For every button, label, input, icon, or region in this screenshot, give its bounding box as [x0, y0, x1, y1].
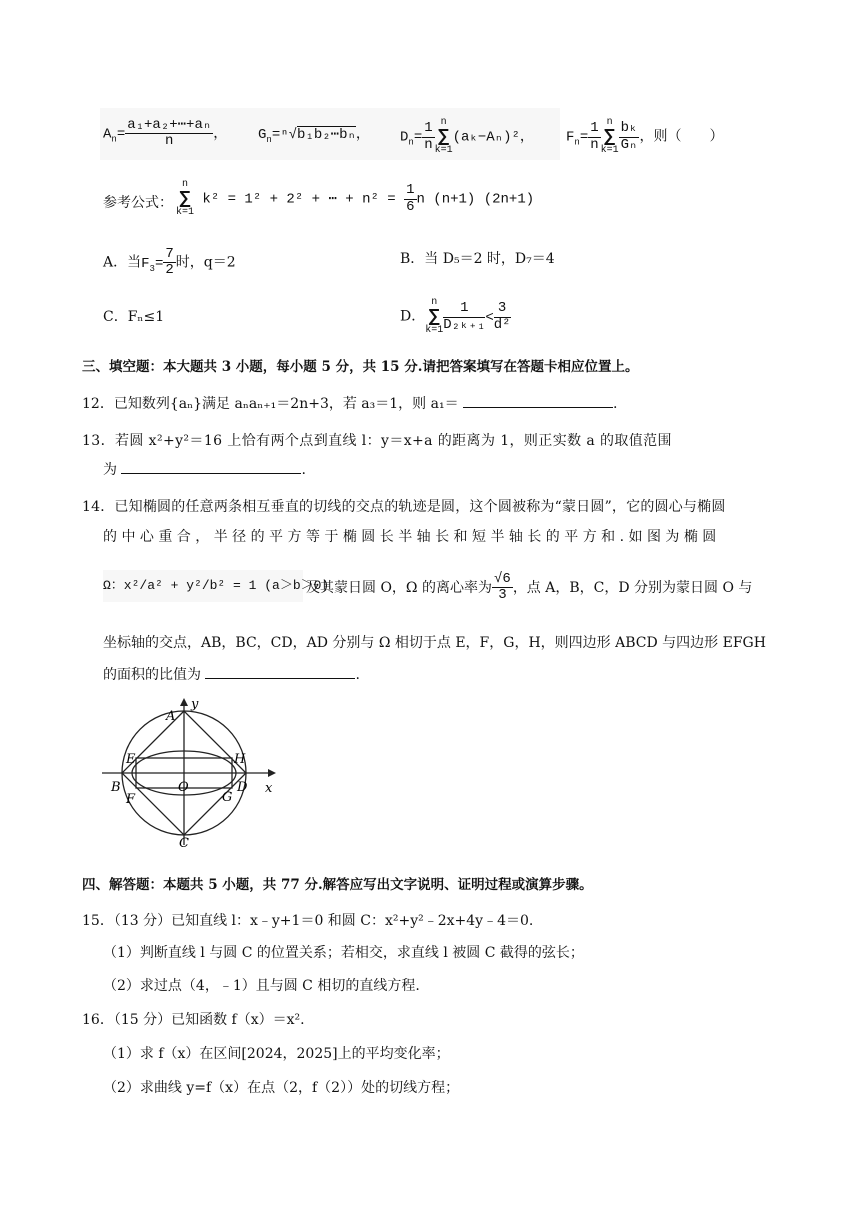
reference-formula: n ∑ k=1 k² = 1² + 2² + ⋯ + n² = $\frac{1}{6}$ n (n+1) (2n+1)	[176, 179, 535, 218]
question-13-line1: 13．若圆 x²+y²＝16 上恰有两个点到直线 l：y＝x+a 的距离为 1，则正实数 a 的取值范围	[82, 433, 672, 449]
option-a-suffix: 时，q＝2	[175, 254, 236, 271]
label-C: C	[179, 836, 189, 851]
sum-upper: n	[182, 179, 189, 190]
Gn-symbol: G	[258, 127, 267, 143]
x-arrow	[268, 769, 276, 777]
question-14-line2: 的 中 心 重 合 ， 半 径 的 平 方 等 于 椭 圆 长 半 轴 长 和 短 半 轴 长 的 平 方 和 . 如 图 为 椭 圆	[103, 529, 717, 545]
question-12-text: 12．已知数列{aₙ}满足 aₙaₙ₊₁＝2n+3，若 a₃＝1，则 a₁＝	[82, 396, 459, 412]
section-3-heading: 三、填空题：本大题共 3 小题，每小题 5 分，共 15 分.请把答案填写在答题卡相应位置上。	[82, 359, 639, 375]
option-d-den: D₂ₖ₊₁	[443, 316, 486, 333]
question-14-line5	[103, 668, 360, 682]
option-a: A．当$F_3=$ $\frac{7}{2}$ 时，q＝2	[103, 246, 236, 279]
one-sixth-den: 6	[406, 198, 415, 215]
ecc-den: 3	[498, 587, 507, 604]
label-D: D	[237, 780, 248, 795]
An-subscript: n	[111, 134, 117, 145]
Dn-symbol: D	[400, 129, 409, 146]
Dn-summand: (aₖ−Aₙ)²	[452, 129, 520, 146]
label-A: A	[166, 709, 176, 724]
question-16-part2: （2）求曲线 y=f（x）在点（2，f（2））处的切线方程；	[103, 1080, 460, 1096]
Fn-definition: $F_n=$ $\frac{1}{n}$ n ∑ k=1 $\frac{\text{bₖ}}{\text{Gₙ}}$ ，则（ ）	[566, 117, 724, 156]
option-d-rhs-den: d²	[493, 316, 511, 333]
option-d-prefix: D．	[400, 308, 426, 325]
Dn-definition: $D_n=$ $\frac{1}{n}$ n ∑ k=1 (aₖ−Aₙ)²，	[400, 117, 534, 156]
label-H: H	[234, 752, 246, 767]
question-16-part1: （1）求 f（x）在区间[2024，2025]上的平均变化率；	[103, 1046, 450, 1062]
option-a-num: 7	[165, 246, 174, 262]
label-x: x	[265, 781, 273, 796]
question-14-line4: 坐标轴的交点，AB，BC，CD，AD 分别与 Ω 相切于点 E，F，G，H，则四边形 ABCD 与四边形 EFGH	[103, 635, 766, 651]
label-y: y	[191, 697, 199, 712]
Gn-radicand: b₁b₂⋯bₙ	[297, 127, 356, 143]
one-sixth-num: 1	[406, 182, 415, 199]
sum-lower: k=1	[176, 207, 195, 218]
label-E: E	[126, 752, 136, 767]
option-d-rhs-num: 3	[494, 301, 511, 317]
option-d: D． n ∑ k=1 $\frac{1}{\text{D₂ₖ₊₁}}$ < $\frac{3}{\text{d²}}$	[400, 297, 511, 336]
ellipse-equation: Ω：x²/a² + y²/b² = 1 (a＞b＞0)	[103, 570, 303, 602]
y-arrow	[180, 698, 188, 706]
label-B: B	[111, 780, 121, 795]
question-14-line1: 14．已知椭圆的任意两条相互垂直的切线的交点的轨迹是圆，这个圆被称为“蒙日圆”，它的圆心与椭圆	[82, 499, 726, 515]
An-numerator: a₁+a₂+⋯+aₙ	[127, 117, 212, 133]
sum-result: n (n+1) (2n+1)	[416, 191, 535, 208]
period-14: .	[355, 667, 360, 683]
option-a-prefix: A．当	[103, 254, 142, 271]
question-14-tail: ，点 A，B，C，D 分别为蒙日圆 O 与	[512, 579, 753, 596]
option-a-den: 2	[165, 262, 174, 279]
reference-formula-label: 参考公式：	[103, 195, 173, 211]
ecc-num: √6	[494, 571, 511, 587]
Fn-symbol: F	[566, 129, 575, 146]
question-16: 16．（15 分）已知函数 f（x）＝x².	[82, 1012, 305, 1028]
option-b: B．当 D₅＝2 时，D₇＝4	[400, 251, 555, 267]
period-13: .	[301, 462, 306, 478]
question-tail: ，则（ ）	[639, 128, 724, 145]
Fn-denominator: Gₙ	[620, 136, 638, 153]
question-13-wei: 为	[103, 462, 117, 478]
answer-blank-12[interactable]	[463, 406, 613, 408]
question-15: 15．（13 分）已知直线 l：x﹣y+1＝0 和圆 C：x²+y²﹣2x+4y﹣4＝0.	[82, 913, 534, 929]
label-F: F	[126, 792, 136, 807]
question-15-part1: （1）判断直线 l 与圆 C 的位置关系；若相交，求直线 l 被圆 C 截得的弦长；	[103, 945, 584, 961]
option-c: C．Fₙ≤1	[103, 309, 165, 325]
question-12	[82, 397, 617, 411]
sum-expression: k² = 1² + 2² + ⋯ + n² =	[202, 191, 405, 208]
An-symbol: A	[103, 126, 112, 143]
question-14-line3	[306, 572, 752, 604]
answer-blank-14[interactable]	[205, 677, 355, 679]
question-14-ratio-text: 的面积的比值为	[103, 667, 201, 683]
section-4-heading: 四、解答题：本题共 5 小题，共 77 分.解答应写出文字说明、证明过程或演算步骤。	[82, 877, 593, 893]
An-definition: $A_n=$ $\frac{\text{a₁+a₂+⋯+aₙ}}{n}$ ，	[103, 117, 228, 150]
label-G: G	[222, 790, 233, 805]
Gn-definition: $G_n=^n√b_1b_2\cdots b_n$，	[258, 127, 370, 145]
An-denominator: n	[165, 133, 174, 150]
period-12: .	[613, 396, 618, 412]
label-O: O	[178, 780, 189, 795]
option-d-num: 1	[443, 301, 485, 317]
eccentricity-text: 及其蒙日圆 O，Ω 的离心率为	[306, 579, 492, 596]
answer-blank-13[interactable]	[121, 472, 301, 474]
An-fraction	[125, 118, 213, 150]
question-13-line2	[103, 463, 306, 477]
monge-circle-figure	[98, 695, 283, 855]
Fn-numerator: bₖ	[620, 120, 638, 137]
question-15-part2: （2）求过点（4，﹣1）且与圆 C 相切的直线方程.	[103, 978, 420, 994]
